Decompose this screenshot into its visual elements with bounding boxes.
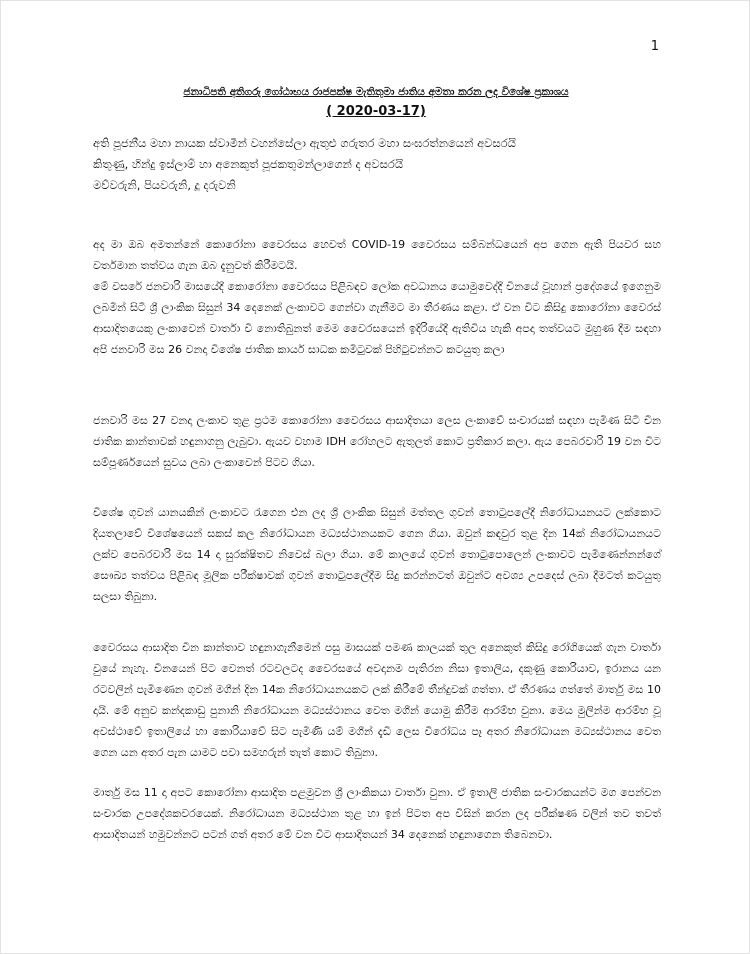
statement-date: ( 2020-03-17): [326, 104, 426, 119]
paragraph-intro: අද මා ඔබ අමතන්නේ කොරෝනා වෛරසය හෙවත් COVID-19 වෛරසය සම්බන්ධයෙන් අප ගෙන ඇති පියවර සහ වර්තමාන තත්වය ගැන ඔබ දැනුවත් කිරීමටයි.: [93, 238, 661, 272]
salutation-block: [93, 133, 673, 196]
page-number: 1: [650, 39, 659, 54]
statement-heading: [1, 83, 750, 121]
statement-title: ජනාධිපති අතිගරු ගෝඨාභය රාජපක්ෂ මැතිතුමා ජාතිය අමතා කරන ලද විශේෂ ප්‍රකාශය: [183, 86, 569, 98]
paragraph-local-cases: මාර්තු මස 11 දා අපට කොරෝනා ආසාදිත පළමුවන ශ්‍රී ලාංකිකයා වාර්තා වුනා. ඒ ඉතාලි ජාතික සංචාරකයන්ට මග පෙන්වන සංචාරක උපදේශකවරයෙක්. නිරෝධායන මධ්‍යස්ථාන තුළ හා ඉන් පිටත අප විසින් කරන ලද පරීක්ෂණ වලින් තව තවත් ආසාදිතයන් හමුවන්නට පටන් ගත් අතර මේ වන විට ආසාදිතයන් 34 දෙනෙක් හඳුනාගෙන තිබෙනවා.: [93, 786, 661, 841]
salutation-line-2: කිතුණු, හින්දු ඉස්ලාම් හා අනෙකුත් පූජකතුමන්ලාගෙන් ද අවසරයි: [93, 157, 404, 171]
paragraph-first-case: ජනවාරි මස 27 වනදා ලංකාව තුළ ප්‍රථම කොරෝනා වෛරසය ආසාදිතයා ලෙස ලංකාවේ සංචාරයක් සඳහා පැමිණ සිටි චීන ජාතික කාන්තාවක් හඳුනාගනු ලැබුවා. ඇයව වහාම IDH රෝහලට ඇතුලත් කොට ප්‍රතිකාර කලා. ඇය පෙබරවාරි 19 වන විට සම්පූර්ණයෙන් සුවය ලබා ලංකාවෙන් පිටව ගියා.: [93, 414, 661, 469]
paragraph-quarantine: විශේෂ ගුවන් යානයකින් ලංකාවට රැගෙන එන ලද ශ්‍රී ලාංකික සිසුන් මත්තල ගුවන් තොටුපලේදී නිරෝධායනයට ලක්කොට දියතලාවේ විශේෂයෙන් සකස් කල නිරෝධායන මධ්‍යස්ථානයකට ගෙන ගියා. ඔවුන් කඳවුර තුළ දින 14ක් නිරෝධායනයට ලක්ව පෙබරවාරි මස 14 දා සුරක්ෂිතව නිවෙස් බලා ගියා. මේ කාලයේ ගුවන් තොටුපොලෙන් ලංකාවට පැමිණෙන්නන්ගේ සෞඛ්‍ය තත්වය පිළිබඳ මූලික පරීක්ෂාවක් ගුවන් තොටුපලේදීම සිදු කරන්නටත් ඔවුන්ට අවශ්‍ය උපදෙස් ලබා දීමටත් කටයුතු සලසා තිබුනා.: [93, 506, 661, 603]
paragraph-january-students: මේ වසරේ ජනවාරි මාසයේදී කොරෝනා වෛරසය පිළිබඳව ලෝක අවධානය යොමුවෙද්දී චීනයේ වූහාන් ප්‍රදේශයේ ඉගෙනුම ලබමින් සිටි ශ්‍රී ලාංකික සිසුන් 34 දෙනෙක් ලංකාවට ගෙන්වා ගැනීමට මා තීරණය කළා. ඒ වන විට කිසිදු කොරෝනා වෛරස් ආසාදිතයෙකු ලංකාවෙන් වාර්තා වී නොතිබුනත් මෙම වෛරසයෙන් ඉදිරියේදී ඇතිවිය හැකි අපදා තත්වයට මුහුණ දීම සඳහා අපි ජනවාරි මස 26 වනදා විශේෂ ජාතික කාර්ය සාධක කමිටුවක් පිහිටුවන්නට කටයුතු කලා: [93, 280, 661, 356]
paragraph-travel-measures: වෛරසය ආසාදිත චීන කාන්තාව හඳුනාගැනීමෙන් පසු මාසයක් පමණ කාලයක් තුල අනෙකුත් කිසිදු රෝගියෙක් ගැන වාර්තා වුයේ නැහැ. චීනයෙන් පිට වෙනත් රටවලටද වෛරසයේ අවදානම පැතිරන නිසා ඉතාලිය, දකුණු කොරියාව, ඉරානය යන රටවලින් පැමිණෙන ගුවන් මගීන් දින 14ක නිරෝධායනයකට ලක් කිරීමේ තීන්දුවක් ගත්තා. ඒ තීරණය ගත්තේ මාර්තු මස 10 දායි. මේ අනුව කන්දකාඩු පුනානි නිරෝධායන මධ්‍යස්ථානය වෙත මගීන් යොමු කිරීම ආරම්භ වුනා. මෙය මුලින්ම ආරම්භ වූ අවස්ථාවේ ඉතාලියේ හා කොරියාවේ සිට පැමිණි යම් මගීන් දැඩි ලෙස විරෝධය පෑ අතර නිරෝධායන මධ්‍යස්ථානය වෙත ගෙන යන අතර පැන යාමට පවා සමහරුන් තැත් කොට තිබුනා.: [93, 641, 661, 759]
salutation-line-3: මව්වරුනි, පියවරුනි, දූ දරුවනි: [93, 178, 236, 192]
salutation-line-1: අති පූජනීය මහා නායක ස්වාමීන් වහන්සේලා ඇතුළු ගරුතර මහා සංඝරත්නයෙන් අවසරයි: [93, 136, 516, 150]
